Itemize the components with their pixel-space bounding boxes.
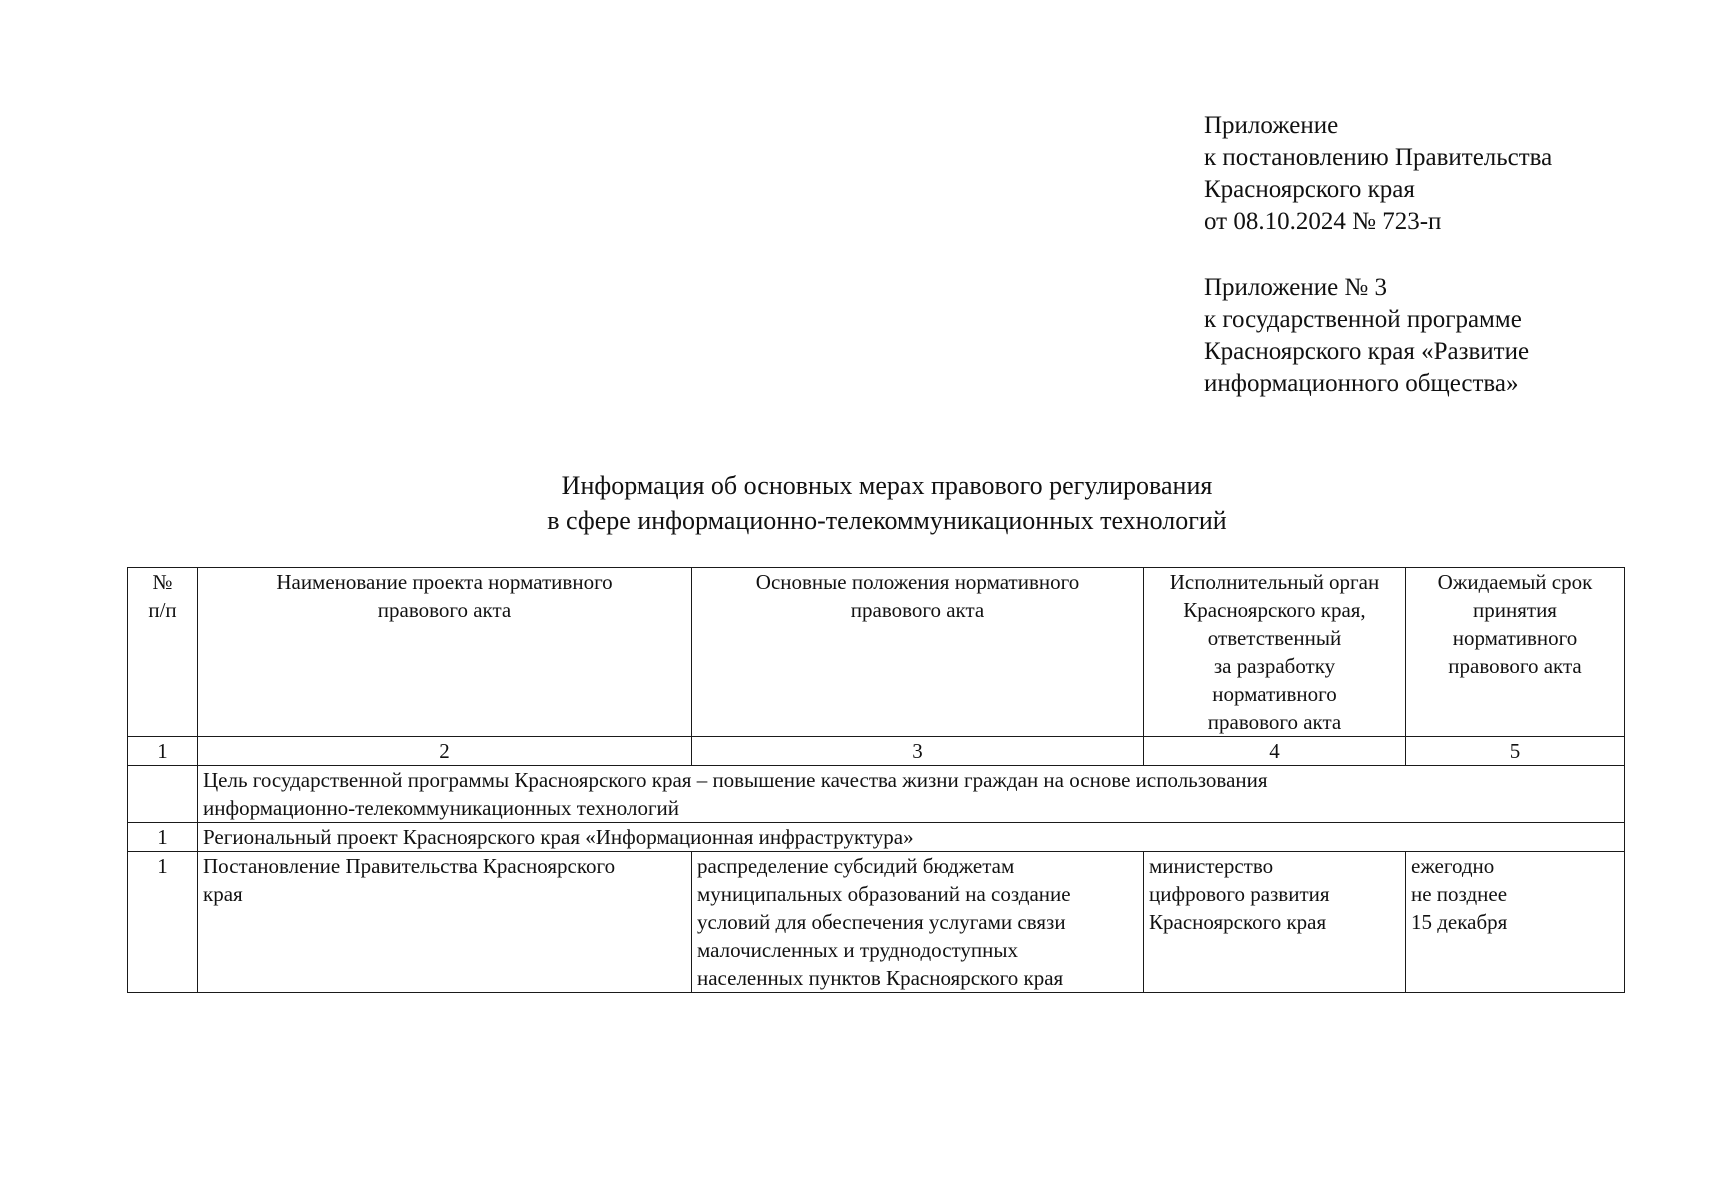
header-text: правового акта (850, 598, 985, 622)
cell-line: населенных пунктов Красноярского края (697, 966, 1064, 990)
appendix-line: к государственной программе (1204, 306, 1522, 333)
header-text: Наименование проекта нормативного (276, 570, 613, 594)
column-number-row (128, 737, 1625, 766)
table-row (128, 852, 1625, 993)
provisions-cell (692, 852, 1144, 993)
project-row (128, 823, 1625, 852)
header-number (128, 568, 198, 737)
measures-table (127, 567, 1625, 993)
document-title-line: Информация об основных мерах правового регулирования (561, 471, 1213, 500)
header-text: Ожидаемый срок (1437, 570, 1593, 594)
executor-cell (1144, 852, 1406, 993)
appendix-line: Красноярского края «Развитие (1204, 338, 1530, 365)
header-text: нормативного (1212, 682, 1337, 706)
header-text: Красноярского края, (1183, 598, 1366, 622)
deadline-cell (1406, 852, 1625, 993)
header-text: № (152, 570, 173, 594)
header-text: нормативного (1452, 626, 1578, 650)
goal-text-line: информационно-телекоммуникационных технологий (203, 796, 680, 820)
appendix-line: к постановлению Правительства (1204, 144, 1553, 171)
appendix-line: от 08.10.2024 № 723-п (1204, 208, 1442, 235)
cell-line: распределение субсидий бюджетам (697, 854, 1015, 878)
cell-line: не позднее (1411, 882, 1508, 906)
column-number: 2 (198, 737, 692, 766)
cell-line: малочисленных и труднодоступных (697, 938, 1018, 962)
goal-row (128, 766, 1625, 823)
goal-text-line: Цель государственной программы Красноярского края – повышение качества жизни граждан на основе использования (203, 768, 1268, 792)
appendix-reference-resolution (1204, 110, 1684, 238)
act-name-cell (198, 852, 692, 993)
project-row-text: Региональный проект Красноярского края «Информационная инфраструктура» (198, 823, 1625, 852)
column-number: 3 (692, 737, 1144, 766)
document-title-line: в сфере информационно-телекоммуникационных технологий (547, 506, 1227, 535)
cell-line: 15 декабря (1411, 910, 1508, 934)
document-title (0, 468, 1714, 538)
column-number: 4 (1144, 737, 1406, 766)
project-row-number: 1 (128, 823, 198, 852)
header-text: правового акта (1207, 710, 1342, 734)
appendix-line: Красноярского края (1204, 176, 1415, 203)
cell-line: Красноярского края (1149, 910, 1327, 934)
cell-line: министерство (1149, 854, 1274, 878)
appendix-line: Приложение (1204, 112, 1339, 139)
header-text: за разработку (1213, 654, 1336, 678)
cell-line: цифрового развития (1149, 882, 1330, 906)
cell-line: края (203, 882, 243, 906)
header-text: принятия (1473, 598, 1557, 622)
appendix-line: Приложение № 3 (1204, 274, 1388, 301)
cell-line: условий для обеспечения услугами связи (697, 910, 1066, 934)
header-text: Основные положения нормативного (755, 570, 1080, 594)
header-provisions (692, 568, 1144, 737)
cell-line: муниципальных образований на создание (697, 882, 1071, 906)
row-number: 1 (128, 852, 198, 993)
header-executor (1144, 568, 1406, 737)
goal-row-text (198, 766, 1625, 823)
appendix-line: информационного общества» (1204, 370, 1519, 397)
header-deadline (1406, 568, 1625, 737)
cell-line: Постановление Правительства Красноярского (203, 854, 616, 878)
goal-row-number (128, 766, 198, 823)
table-header-row (128, 568, 1625, 737)
cell-line: ежегодно (1411, 854, 1495, 878)
header-text: Исполнительный орган (1169, 570, 1380, 594)
column-number: 1 (128, 737, 198, 766)
header-text: п/п (148, 598, 177, 622)
column-number: 5 (1406, 737, 1625, 766)
header-text: правового акта (1448, 654, 1582, 678)
header-text: правового акта (377, 598, 512, 622)
header-act-name (198, 568, 692, 737)
appendix-reference-program (1204, 272, 1684, 400)
header-text: ответственный (1207, 626, 1342, 650)
